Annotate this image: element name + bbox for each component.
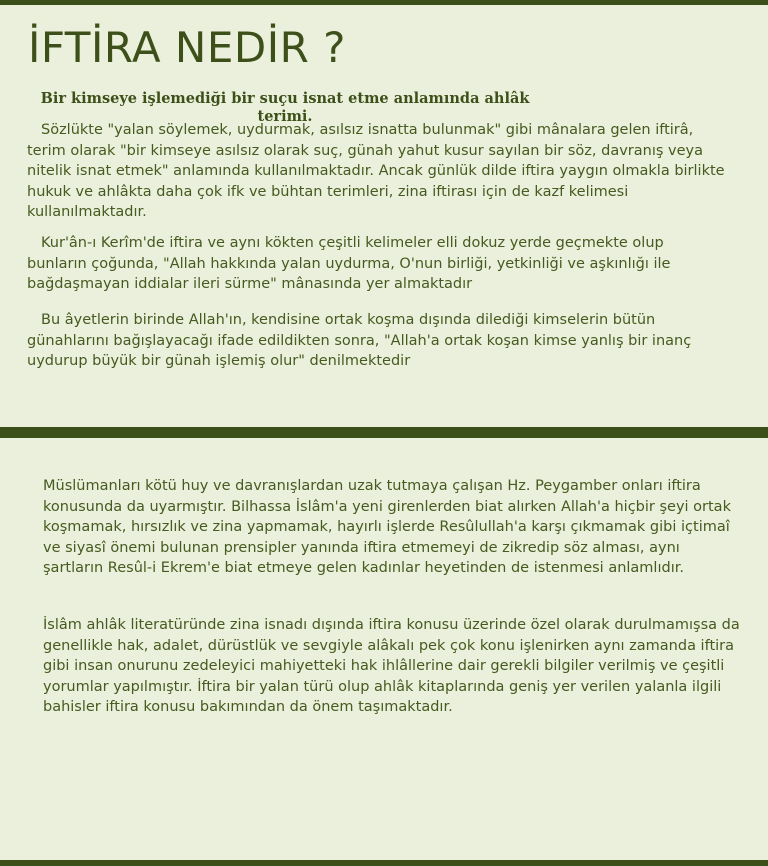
section-divider-bar (0, 427, 768, 438)
section1-paragraph-3: Bu âyetlerin birinde Allah'ın, kendisine ortak koşma dışında dilediği kimselerin bütün günahlarını bağışlayacağı ifade edildikten sonra, "Allah'a ortak koşan kimse yanlış bir inanç uydurup büyük bir günah işlemiş olur" denilmektedir (27, 312, 692, 370)
section1-paragraph-2: Kur'ân-ı Kerîm'de iftira ve aynı kökten çeşitli kelimeler elli dokuz yerde geçmekte olup bunların çoğunda, "Allah hakkında yalan uydurma, O'nun birliği, yetkinliği ve aşkınlığı ile bağdaşmayan iddialar ileri sürme" mânasında yer almaktadır (27, 235, 671, 293)
top-divider-bar (0, 0, 768, 5)
page-title: İFTİRA NEDİR ? (28, 23, 346, 72)
bottom-divider-bar (0, 860, 768, 866)
section2-paragraph-1: Müslümanları kötü huy ve davranışlardan uzak tutmaya çalışan Hz. Peygamber onları iftira konusunda da uyarmıştır. Bilhassa İslâm'a yeni girenlerden biat alırken Allah'a hiçbir şeyi ortak koşmamak, hırsızlık ve zina yapmamak, hayırlı işlerde Resûlullah'a karşı çıkmamak gibi içtimaî ve siyasî önemi bulunan prensipler yanında iftira etmemeyi de zikredip söz alması, aynı şartların Resûl-i Ekrem'e biat etmeye gelen kadınlar heyetinden de istenmesi anlamlıdır. (43, 478, 731, 577)
section1-paragraph-1: Sözlükte "yalan söylemek, uydurmak, asılsız isnatta bulunmak" gibi mânalara gelen iftirâ, terim olarak "bir kimseye asılsız olarak suç, günah yahut kusur sayılan bir söz, davranış veya nitelik isnat etmek" anlamında kullanılmaktadır. Ancak günlük dilde iftira yaygın olmakla birlikte hukuk ve ahlâkta daha çok ifk ve bühtan terimleri, zina iftirası için de kazf kelimesi kullanılmaktadır. (27, 122, 725, 221)
page-subtitle: Bir kimseye işlemediği bir suçu isnat etme anlamında ahlâk terimi. (40, 90, 530, 125)
section2-paragraph-2: İslâm ahlâk literatüründe zina isnadı dışında iftira konusu üzerinde özel olarak durulmamışsa da genellikle hak, adalet, dürüstlük ve sevgiyle alâkalı pek çok konu işlenirken aynı zamanda iftira gibi insan onurunu zedeleyici mahiyetteki hak ihlâllerine dair gerekli bilgiler verilmiş ve çeşitli yorumlar yapılmıştır. İftira bir yalan türü olup ahlâk kitaplarında geniş yer verilen yalanla ilgili bahisler iftira konusu bakımından da önem taşımaktadır. (43, 617, 740, 716)
